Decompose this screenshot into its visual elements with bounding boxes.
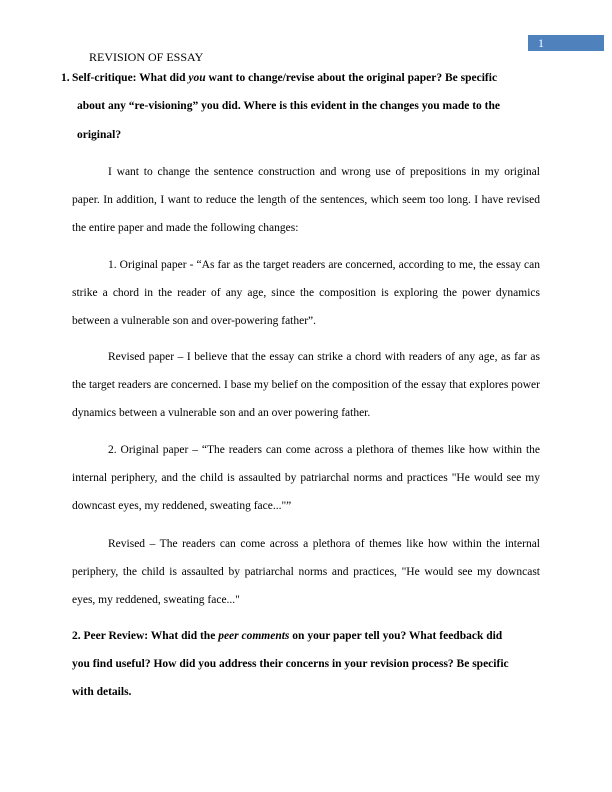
question-1-line-1 (72, 70, 497, 86)
paragraph-original-2: 2. Original paper – “The readers can come across a plethora of themes like how within the internal periphery, and the child is assaulted by patriarchal norms and practices "He would see my downcast eyes, my reddened, sweating face..."” (72, 444, 540, 512)
paragraph-intro: I want to change the sentence construction and wrong use of prepositions in my original paper. In addition, I want to reduce the length of the sentences, which seem too long. I have revised the entire paper and made the following changes: (72, 166, 540, 234)
question-1-emphasis: you (188, 72, 206, 84)
question-1-line-2: about any “re-visioning” you did. Where is this evident in the changes you made to the (77, 100, 500, 112)
paragraph-original-1: 1. Original paper - “As far as the target readers are concerned, according to me, the essay can strike a chord in the reader of any age, since the composition is exploring the power dynamics between a vulnerable son and over-powering father”. (72, 259, 540, 327)
running-head: REVISION OF ESSAY (89, 50, 204, 64)
question-2-line-1-post: on your paper tell you? What feedback did (289, 630, 503, 642)
question-2-line-1 (72, 628, 502, 644)
paragraph-revised-2: Revised – The readers can come across a plethora of themes like how within the internal periphery, the child is assaulted by patriarchal norms and practices, "He would see my downcast eyes, my reddened, sweating face..." (72, 538, 540, 606)
question-1-line-1-post: want to change/revise about the original paper? Be specific (205, 72, 498, 84)
page-number-box (528, 35, 604, 51)
question-2-emphasis: peer comments (218, 630, 290, 642)
question-1-number: 1. (61, 72, 70, 84)
question-2-line-3: with details. (72, 686, 132, 698)
page-number: 1 (538, 36, 544, 50)
question-2-line-2: you find useful? How did you address their concerns in your revision process? Be specific (72, 658, 509, 670)
question-1-line-1-pre: Self-critique: What did (72, 72, 189, 84)
paragraph-revised-1: Revised paper – I believe that the essay can strike a chord with readers of any age, as far as the target readers are concerned. I base my belief on the composition of the essay that explores power dynamics between a vulnerable son and an over powering father. (72, 351, 540, 419)
question-2-line-1-pre: 2. Peer Review: What did the (72, 630, 219, 642)
question-1-line-3: original? (77, 129, 122, 141)
